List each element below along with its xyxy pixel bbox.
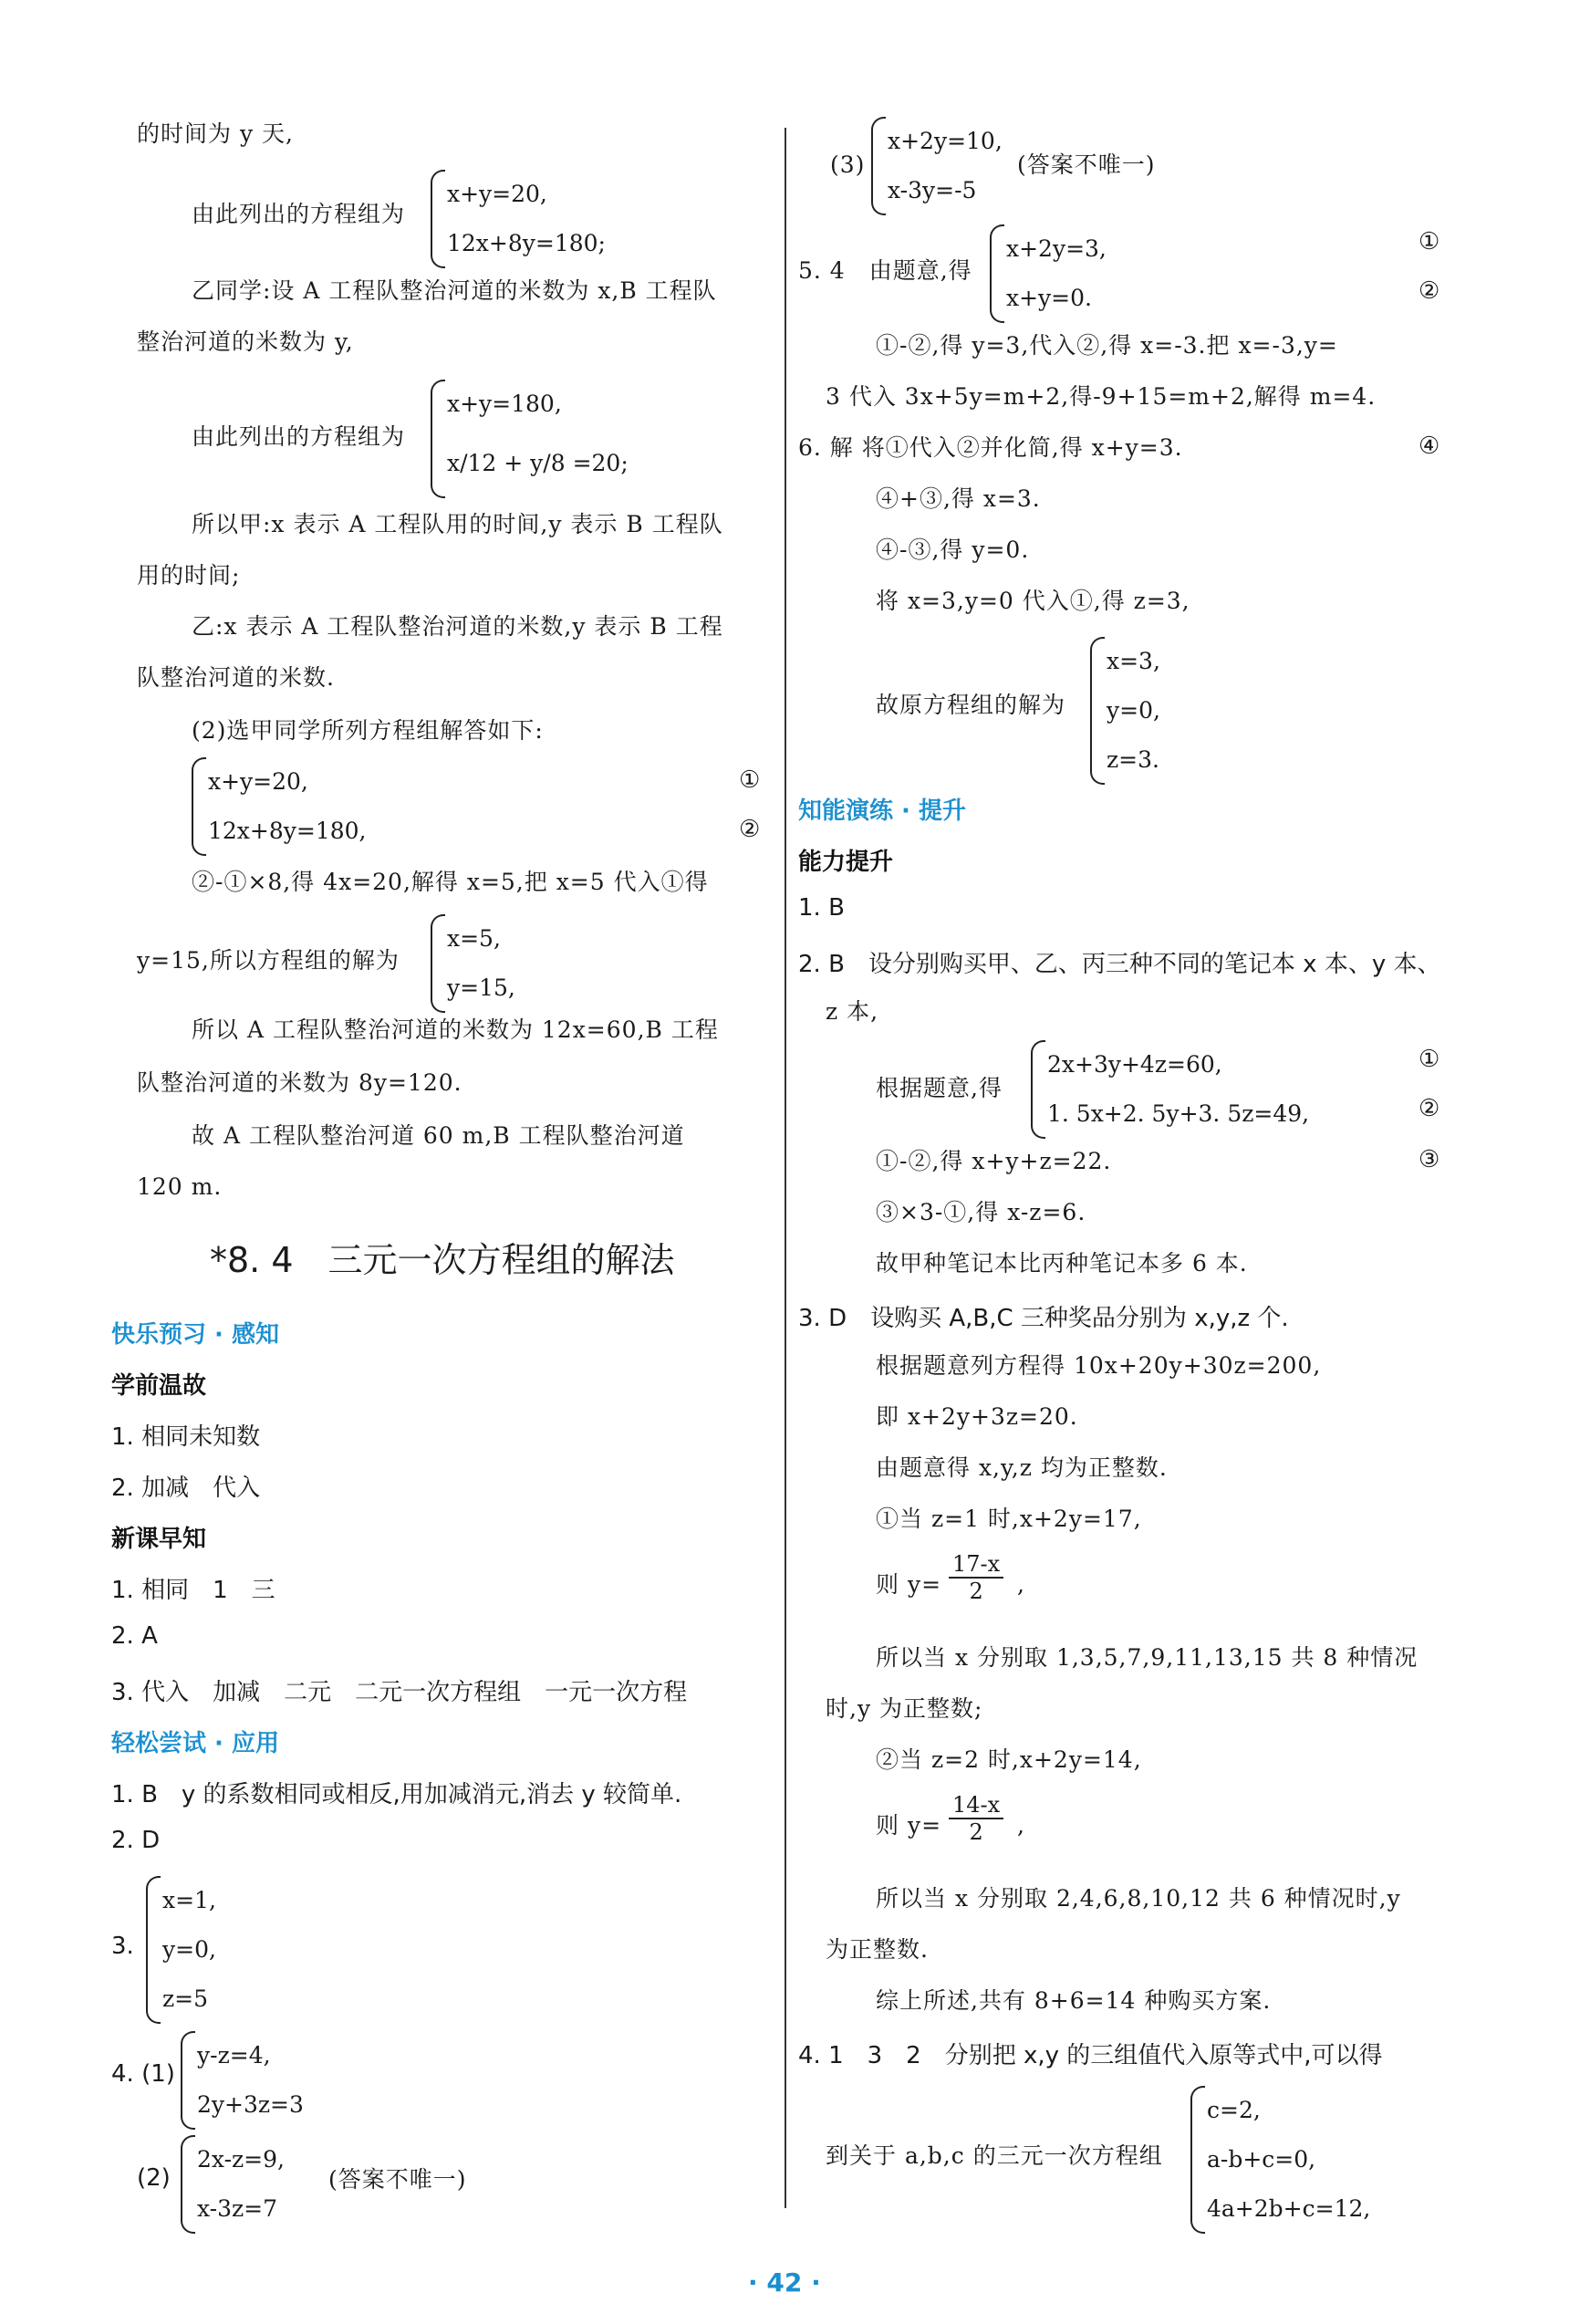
text-line: 乙同学:设 A 工程队整治河道的米数为 x,B 工程队 xyxy=(192,277,717,304)
text-line: 队整治河道的米数为 8y=120. xyxy=(137,1069,462,1096)
text-line: 由此列出的方程组为 xyxy=(192,201,406,227)
equation-system: x=5, y=15, xyxy=(431,914,558,1013)
answer-line: 2. 加减 代入 xyxy=(111,1475,261,1502)
text-line: ②-①×8,得 4x=20,解得 x=5,把 x=5 代入①得 xyxy=(192,869,709,895)
text-line: 故原方程组的解为 xyxy=(876,692,1066,718)
text-line: 5. 4 由题意,得 xyxy=(798,257,972,284)
section-title: *8. 4 三元一次方程组的解法 xyxy=(210,1240,675,1280)
page-number: · 42 · xyxy=(748,2267,821,2298)
text-line: 综上所述,共有 8+6=14 种购买方案. xyxy=(876,1987,1272,2014)
text-line: 的时间为 y 天, xyxy=(137,120,294,147)
text-line: 即 x+2y+3z=20. xyxy=(876,1403,1078,1430)
text-line: ④-③,得 y=0. xyxy=(876,537,1030,563)
text-line: y=15,所以方程组的解为 xyxy=(137,947,400,974)
text-line: 时,y 为正整数; xyxy=(826,1695,983,1722)
text-line: 则 y= xyxy=(876,1571,942,1598)
equation-system: x+2y=3, x+y=0. xyxy=(990,224,1172,323)
answer-line: 1. 相同未知数 xyxy=(111,1423,261,1451)
circled-number: ④ xyxy=(1419,432,1440,460)
answer-line: 2. A xyxy=(111,1622,158,1650)
subsection-heading: 能力提升 xyxy=(798,849,894,876)
circled-number: ② xyxy=(1419,277,1440,305)
equation-system: x=1, y=0, z=5 xyxy=(146,1876,255,2024)
equation-system: y-z=4, 2y+3z=3 xyxy=(181,2031,363,2130)
section-heading: 轻松尝试 · 应用 xyxy=(111,1730,279,1757)
circled-number: ① xyxy=(1419,1046,1440,1073)
answer-label: 4. (1) xyxy=(111,2060,175,2088)
text-line: 所以当 x 分别取 2,4,6,8,10,12 共 6 种情况时,y xyxy=(876,1885,1401,1912)
text-line: 将 x=3,y=0 代入①,得 z=3, xyxy=(876,588,1190,614)
text-line: ④+③,得 x=3. xyxy=(876,485,1041,512)
equation-system: x+2y=10, x-3y=-5 xyxy=(871,117,1017,215)
text-line: ①-②,得 x+y+z=22. xyxy=(876,1148,1112,1174)
text-line: ①当 z=1 时,x+2y=17, xyxy=(876,1506,1142,1532)
answer-line: 1. B y 的系数相同或相反,用加减消元,消去 y 较简单. xyxy=(111,1781,682,1808)
text-line: 则 y= xyxy=(876,1812,942,1839)
text-line: ②当 z=2 时,x+2y=14, xyxy=(876,1746,1142,1773)
equation-system: x+y=180, x/12 + y/8 =20; xyxy=(431,380,613,498)
equation-system: 2x+3y+4z=60, 1. 5x+2. 5y+3. 5z=49, xyxy=(1031,1040,1332,1139)
equation-system: c=2, a-b+c=0, 4a+2b+c=12, xyxy=(1190,2086,1373,2234)
answer-line: 1. 相同 1 三 xyxy=(111,1577,275,1604)
answer-label: (3) xyxy=(830,151,866,178)
answer-line: 3. 代入 加减 二元 二元一次方程组 一元一次方程 xyxy=(111,1679,688,1706)
text-line: ③×3-①,得 x-z=6. xyxy=(876,1199,1086,1225)
circled-number: ③ xyxy=(1419,1146,1440,1173)
equation-system: x=3, y=0, z=3. xyxy=(1090,637,1200,785)
answer-line: 4. 1 3 2 分别把 x,y 的三组值代入原等式中,可以得 xyxy=(798,2042,1383,2069)
fraction: 17-x 2 xyxy=(949,1551,1003,1604)
text-line: 所以当 x 分别取 1,3,5,7,9,11,13,15 共 8 种情况 xyxy=(876,1644,1419,1671)
equation-system: 2x-z=9, x-3z=7 xyxy=(181,2135,327,2234)
text-line: 用的时间; xyxy=(137,562,241,589)
text-line: 根据题意列方程得 10x+20y+30z=200, xyxy=(876,1352,1322,1379)
fraction: 14-x 2 xyxy=(949,1792,1003,1845)
text-line: 整治河道的米数为 y, xyxy=(137,328,354,355)
text-line: 乙:x 表示 A 工程队整治河道的米数,y 表示 B 工程 xyxy=(192,613,723,640)
text-line: 根据题意,得 xyxy=(876,1075,1003,1101)
answer-label: (2) xyxy=(137,2164,171,2192)
text-line: 故甲种笔记本比丙种笔记本多 6 本. xyxy=(876,1250,1248,1277)
note: (答案不唯一) xyxy=(1017,151,1156,178)
column-divider xyxy=(785,128,786,2208)
equation-system: x+y=20, 12x+8y=180; xyxy=(431,170,613,268)
subsection-heading: 学前温故 xyxy=(111,1372,207,1400)
subsection-heading: 新课早知 xyxy=(111,1526,207,1553)
text-line: 队整治河道的米数. xyxy=(137,664,335,691)
text-line: (2)选甲同学所列方程组解答如下: xyxy=(192,717,544,744)
text-line: 由此列出的方程组为 xyxy=(192,423,406,450)
text-line: 6. 解 将①代入②并化简,得 x+y=3. xyxy=(798,434,1183,461)
text-line: 120 m. xyxy=(137,1173,223,1200)
circled-number: ② xyxy=(1419,1095,1440,1122)
circled-number: ① xyxy=(739,766,761,794)
text-line: 为正整数. xyxy=(826,1936,929,1963)
section-heading: 快乐预习 · 感知 xyxy=(111,1321,279,1349)
text-line: 所以甲:x 表示 A 工程队用的时间,y 表示 B 工程队 xyxy=(192,511,723,537)
text-line: ①-②,得 y=3,代入②,得 x=-3.把 x=-3,y= xyxy=(876,332,1338,359)
answer-label: 3. xyxy=(111,1933,134,1960)
section-heading: 知能演练 · 提升 xyxy=(798,797,966,825)
answer-line: 2. B 设分别购买甲、乙、丙三种不同的笔记本 x 本、y 本、 xyxy=(798,951,1441,978)
answer-line: 2. D xyxy=(111,1827,161,1854)
circled-number: ② xyxy=(739,816,761,843)
circled-number: ① xyxy=(1419,228,1440,255)
text-line: z 本, xyxy=(826,998,879,1025)
answer-line: 3. D 设购买 A,B,C 三种奖品分别为 x,y,z 个. xyxy=(798,1305,1289,1332)
text-line: 故 A 工程队整治河道 60 m,B 工程队整治河道 xyxy=(192,1122,685,1149)
text-line: 3 代入 3x+5y=m+2,得-9+15=m+2,解得 m=4. xyxy=(826,383,1377,410)
answer-line: 1. B xyxy=(798,894,845,922)
text-line: 所以 A 工程队整治河道的米数为 12x=60,B 工程 xyxy=(192,1016,719,1043)
text-line: 到关于 a,b,c 的三元一次方程组 xyxy=(826,2142,1163,2169)
note: (答案不唯一) xyxy=(328,2166,467,2193)
equation-system: x+y=20, 12x+8y=180, xyxy=(192,757,465,856)
text-line: 由题意得 x,y,z 均为正整数. xyxy=(876,1454,1168,1481)
